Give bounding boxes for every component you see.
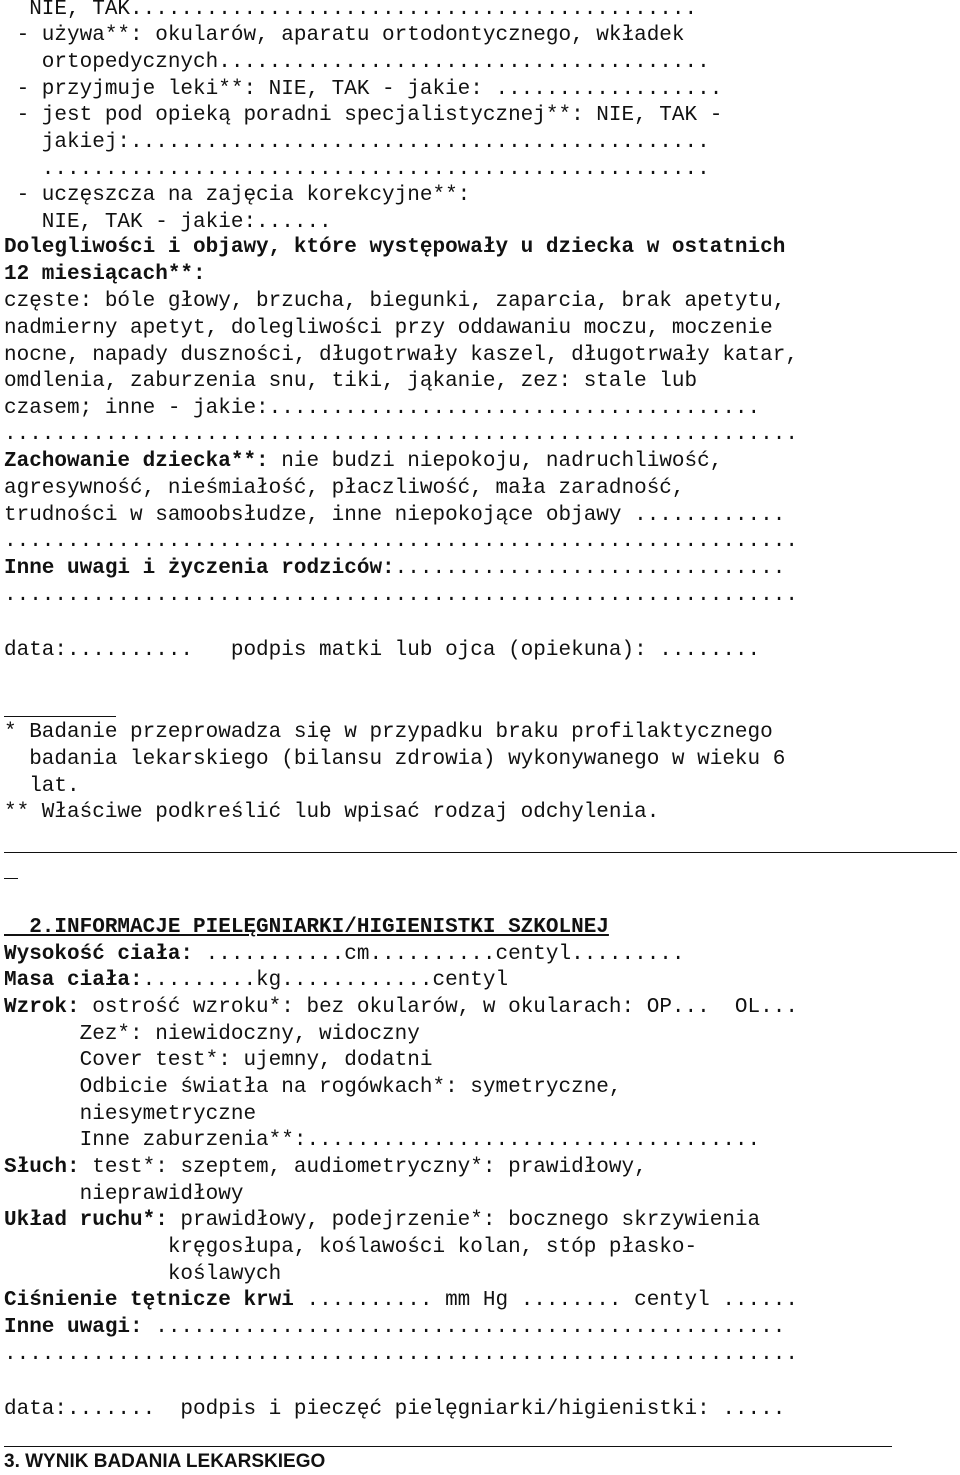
vision-label: Wzrok:	[4, 996, 80, 1019]
blood-pressure-label: Ciśnienie tętnicze krwi	[4, 1289, 294, 1312]
parent-date-signature: data:.......... podpis matki lub ojca (opiekuna): ........	[4, 639, 761, 662]
footnote: * Badanie przeprowadza się w przypadku braku profilaktycznego	[4, 721, 773, 744]
complaints-heading: Dolegliwości i objawy, które występowały u dziecka w ostatnich	[4, 236, 786, 259]
parents-dots: ...............................	[394, 557, 786, 580]
motor-label: Układ ruchu*:	[4, 1209, 168, 1232]
section2-title: 2.INFORMACJE PIELĘGNIARKI/HIGIENISTKI SZKOLNEJ	[4, 916, 609, 939]
behaviour-label: Zachowanie dziecka**:	[4, 450, 269, 473]
mass-label: Masa ciała:	[4, 969, 143, 992]
complaints-line: nadmierny apetyt, dolegliwości przy oddawaniu moczu, moczenie	[4, 317, 773, 340]
hearing-text: test*: szeptem, audiometryczny*: prawidłowy,	[79, 1156, 647, 1179]
complaints-line: częste: bóle głowy, brzucha, biegunki, zaparcia, brak apetytu,	[4, 290, 786, 313]
footnote: lat.	[4, 775, 80, 798]
behaviour-line: trudności w samoobsłudze, inne niepokojące objawy ............	[4, 504, 786, 527]
complaints-line: nocne, napady duszności, długotrwały kaszel, długotrwały katar,	[4, 344, 798, 367]
motor-text: prawidłowy, podejrzenie*: bocznego skrzywienia	[167, 1209, 761, 1232]
mass-row	[4, 967, 508, 994]
other-notes-line: ...............................................................	[4, 1343, 798, 1366]
section-divider-tail	[4, 878, 18, 879]
vision-line: Zez*: niewidoczny, widoczny	[4, 1023, 420, 1046]
nurse-date-signature: data:....... podpis i pieczęć pielęgniarki/higienistki: .....	[4, 1398, 786, 1421]
text-line: - przyjmuje leki**: NIE, TAK - jakie: ..................	[4, 78, 723, 101]
other-notes-dots: ..................................................	[142, 1316, 786, 1339]
motor-row	[4, 1207, 760, 1234]
parents-label: Inne uwagi i życzenia rodziców:	[4, 557, 395, 580]
other-notes-row	[4, 1314, 785, 1341]
behaviour-line: agresywność, nieśmiałość, płaczliwość, mała zaradność,	[4, 477, 685, 500]
vision-line: niesymetryczne	[4, 1103, 257, 1126]
height-fields: ...........cm..........centyl.........	[193, 943, 685, 966]
height-label: Wysokość ciała:	[4, 943, 194, 966]
text-line: jakiej:..............................................	[4, 131, 710, 154]
vision-text: ostrość wzroku*: bez okularów, w okularach: OP... OL...	[79, 996, 798, 1019]
text-line: .....................................................	[4, 158, 710, 181]
blood-pressure-row	[4, 1287, 798, 1314]
parents-line: ...............................................................	[4, 584, 798, 607]
hearing-line: nieprawidłowy	[4, 1183, 244, 1206]
complaints-line: omdlenia, zaburzenia snu, tiki, jąkanie, zez: stale lub	[4, 370, 698, 393]
section3-title: 3. WYNIK BADANIA LEKARSKIEGO	[4, 1451, 326, 1472]
text-line: - jest pod opieką poradni specjalistycznej**: NIE, TAK -	[4, 104, 723, 127]
vision-line: Odbicie światła na rogówkach*: symetryczne,	[4, 1076, 622, 1099]
footnote: badania lekarskiego (bilansu zdrowia) wykonywanego w wieku 6	[4, 748, 786, 771]
footnote: ** Właściwe podkreślić lub wpisać rodzaj odchylenia.	[4, 801, 660, 824]
vision-line: Cover test*: ujemny, dodatni	[4, 1049, 433, 1072]
complaints-line: ...............................................................	[4, 423, 798, 446]
text-line: NIE, TAK - jakie:......	[4, 211, 332, 234]
section-divider	[4, 852, 957, 853]
text-line: - używa**: okularów, aparatu ortodontycznego, wkładek	[4, 24, 685, 47]
section-divider	[4, 1446, 892, 1447]
blood-pressure-fields: .......... mm Hg ........ centyl ......	[293, 1289, 798, 1312]
parents-row	[4, 555, 785, 582]
mass-fields: .........kg............centyl	[142, 969, 509, 992]
text-line: NIE, TAK.............................................	[4, 0, 698, 21]
hearing-row	[4, 1154, 647, 1181]
text-line: ortopedycznych.......................................	[4, 51, 710, 74]
behaviour-text: nie budzi niepokoju, nadruchliwość,	[268, 450, 723, 473]
height-row	[4, 941, 685, 968]
hearing-label: Słuch:	[4, 1156, 80, 1179]
text-line: - uczęszcza na zajęcia korekcyjne**:	[4, 184, 471, 207]
complaints-heading: 12 miesiącach**:	[4, 263, 206, 286]
behaviour-line: ...............................................................	[4, 530, 798, 553]
vision-line: Inne zaburzenia**:....................................	[4, 1129, 761, 1152]
behaviour-row	[4, 448, 722, 475]
motor-line: kręgosłupa, koślawości kolan, stóp płasko-	[4, 1236, 698, 1259]
other-notes-label: Inne uwagi:	[4, 1316, 143, 1339]
motor-line: koślawych	[4, 1263, 282, 1286]
complaints-line: czasem; inne - jakie:.......................................	[4, 397, 761, 420]
footnote-separator	[4, 716, 116, 717]
vision-row	[4, 994, 798, 1021]
